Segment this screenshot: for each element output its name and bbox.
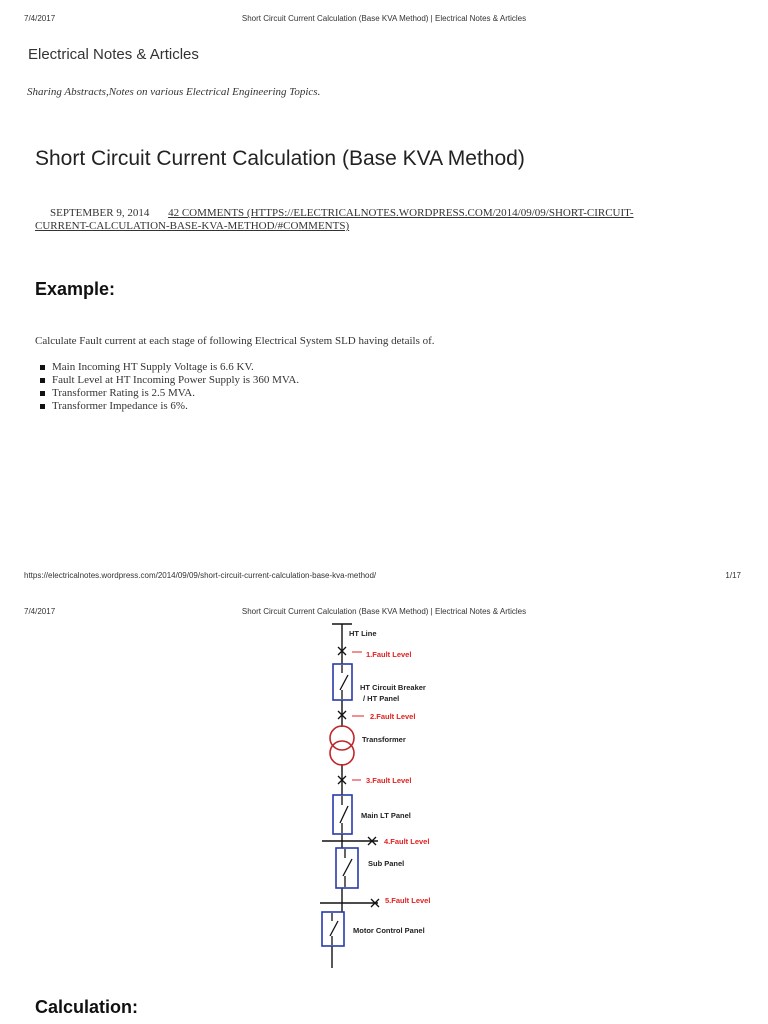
fault-level-3-label: 3.Fault Level <box>366 776 412 785</box>
ht-breaker-label: HT Circuit Breaker <box>360 683 426 692</box>
print-title: Short Circuit Current Calculation (Base KVA Method) | Electrical Notes & Articles <box>241 607 527 616</box>
fault-level-2-label: 2.Fault Level <box>370 712 416 721</box>
ht-line-label: HT Line <box>349 629 377 638</box>
transformer-label: Transformer <box>362 735 406 744</box>
ht-panel-label: / HT Panel <box>363 694 400 703</box>
sub-panel-label: Sub Panel <box>368 859 405 868</box>
transformer-symbol <box>330 726 354 765</box>
example-heading: Example: <box>35 279 116 299</box>
list-item: Main Incoming HT Supply Voltage is 6.6 KV. <box>40 361 299 374</box>
list-item: Transformer Impedance is 6%. <box>40 400 299 413</box>
intro-text: Calculate Fault current at each stage of following Electrical System SLD having details of. <box>35 335 435 347</box>
site-tagline: Sharing Abstracts,Notes on various Electrical Engineering Topics. <box>27 86 321 98</box>
post-date: SEPTEMBER 9, 2014 <box>50 207 150 219</box>
fault-level-5-label: 5.Fault Level <box>385 896 431 905</box>
print-url: https://electricalnotes.wordpress.com/2014/09/09/short-circuit-current-calculation-base-kva-method/ <box>24 571 377 580</box>
main-lt-panel-label: Main LT Panel <box>361 811 411 820</box>
list-item: Fault Level at HT Incoming Power Supply is 360 MVA. <box>40 374 299 387</box>
fault-level-1-label: 1.Fault Level <box>366 650 412 659</box>
comments-link-line1: 42 COMMENTS (HTTPS://ELECTRICALNOTES.WORDPRESS.COM/2014/09/09/SHORT-CIRCUIT- <box>168 207 634 219</box>
post-title: Short Circuit Current Calculation (Base KVA Method) <box>35 147 525 170</box>
motor-control-panel-label: Motor Control Panel <box>353 926 425 935</box>
fault-level-4-label: 4.Fault Level <box>384 837 430 846</box>
fault-leaders <box>352 652 364 780</box>
print-page-number: 1/17 <box>725 571 741 580</box>
print-date: 7/4/2017 <box>24 607 56 616</box>
list-item: Transformer Rating is 2.5 MVA. <box>40 387 299 400</box>
comments-link-line2: CURRENT-CALCULATION-BASE-KVA-METHOD/#COMMENTS) <box>35 220 350 232</box>
site-title[interactable]: Electrical Notes & Articles <box>28 46 199 63</box>
calculation-heading: Calculation: <box>35 997 139 1017</box>
print-title: Short Circuit Current Calculation (Base KVA Method) | Electrical Notes & Articles <box>241 14 527 23</box>
diagram-lines <box>320 624 378 968</box>
print-date: 7/4/2017 <box>24 14 56 23</box>
